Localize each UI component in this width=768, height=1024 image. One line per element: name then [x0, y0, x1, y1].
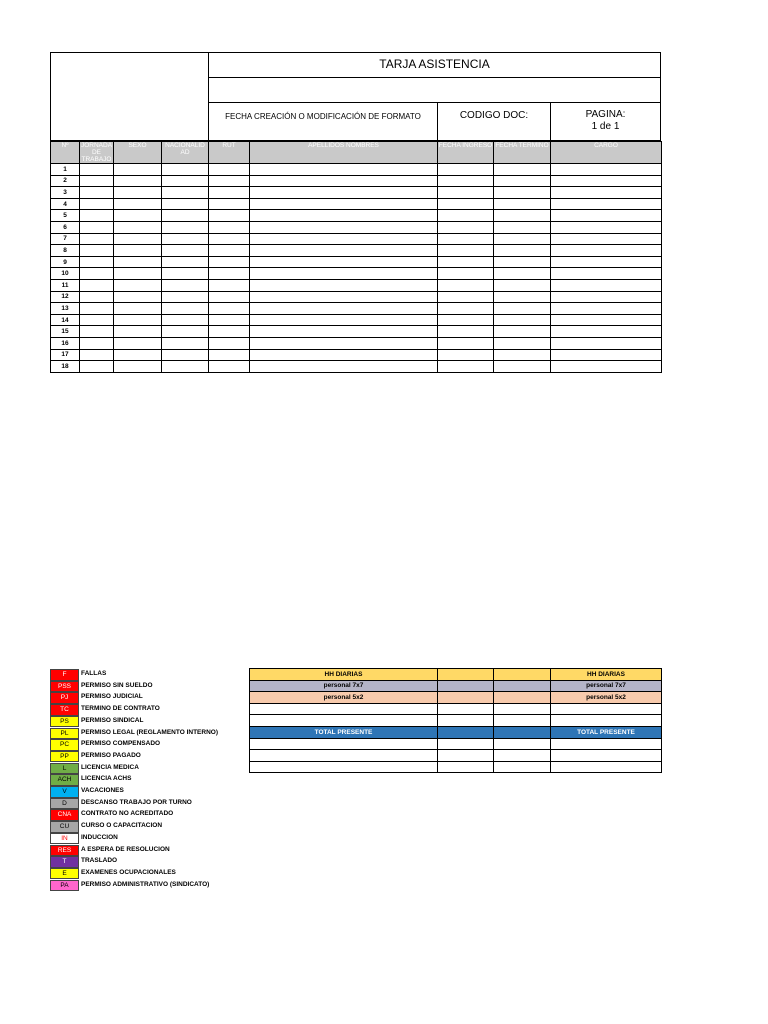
table-cell[interactable]: [114, 164, 162, 176]
table-cell[interactable]: [551, 303, 662, 315]
table-cell[interactable]: [162, 245, 209, 257]
table-cell[interactable]: [438, 164, 494, 176]
table-cell[interactable]: [494, 187, 551, 199]
table-cell[interactable]: [80, 210, 114, 222]
table-cell[interactable]: [551, 187, 662, 199]
table-cell[interactable]: [114, 198, 162, 210]
table-header-row: [51, 142, 662, 164]
legend-label: A ESPERA DE RESOLUCION: [81, 845, 170, 853]
legend-label: PERMISO SIN SUELDO: [81, 681, 153, 689]
row-number: 15: [51, 326, 80, 338]
legend-code: TC: [50, 704, 79, 716]
legend-item: [50, 798, 270, 810]
table-cell[interactable]: [209, 187, 250, 199]
table-cell[interactable]: [438, 233, 494, 245]
table-cell[interactable]: [250, 268, 438, 280]
table-cell[interactable]: [80, 314, 114, 326]
table-cell[interactable]: [80, 279, 114, 291]
row-number: 11: [51, 279, 80, 291]
legend-item: [50, 845, 270, 857]
table-row: [51, 221, 662, 233]
table-cell[interactable]: [494, 164, 551, 176]
table-cell[interactable]: [250, 164, 438, 176]
row-number: 5: [51, 210, 80, 222]
table-cell[interactable]: [551, 349, 662, 361]
table-cell[interactable]: [162, 279, 209, 291]
table-cell[interactable]: [80, 256, 114, 268]
legend-code: E: [50, 868, 79, 880]
table-cell[interactable]: [250, 314, 438, 326]
row-number: 14: [51, 314, 80, 326]
table-row: [51, 175, 662, 187]
legend-label: FALLAS: [81, 670, 107, 677]
table-cell[interactable]: [551, 279, 662, 291]
legend-code: RES: [50, 845, 79, 857]
table-cell[interactable]: [438, 256, 494, 268]
table-cell[interactable]: [250, 337, 438, 349]
table-cell[interactable]: [494, 279, 551, 291]
summary-row: [250, 726, 662, 738]
summary-row: [250, 692, 662, 704]
col-header: CARGO: [551, 142, 662, 164]
summary-row: [250, 750, 662, 762]
legend-label: CONTRATO NO ACREDITADO: [81, 810, 174, 818]
legend-label: DESCANSO TRABAJO POR TURNO: [81, 798, 192, 806]
table-cell[interactable]: [438, 210, 494, 222]
table-row: [51, 245, 662, 257]
table-row: [51, 349, 662, 361]
table-cell[interactable]: [250, 279, 438, 291]
legend-label: TERMINO DE CONTRATO: [81, 705, 160, 713]
table-cell[interactable]: [114, 361, 162, 373]
table-cell[interactable]: [114, 279, 162, 291]
table-cell[interactable]: [209, 210, 250, 222]
row-number: 8: [51, 245, 80, 257]
table-cell[interactable]: [250, 349, 438, 361]
table-cell[interactable]: [209, 233, 250, 245]
legend-item: [50, 763, 270, 775]
formato-label: FECHA CREACIÓN O MODIFICACIÓN DE FORMATO: [208, 102, 438, 141]
personal-5x2-label: personal 5x2: [551, 692, 662, 704]
legend-code: CNA: [50, 809, 79, 821]
table-row: [51, 303, 662, 315]
table-cell[interactable]: [494, 349, 551, 361]
header-blank-row: [208, 77, 661, 103]
table-cell[interactable]: [162, 268, 209, 280]
legend-label: VACACIONES: [81, 787, 124, 794]
legend-label: PERMISO SINDICAL: [81, 716, 144, 724]
table-cell[interactable]: [250, 361, 438, 373]
summary-row: [250, 669, 662, 681]
legend-code: PJ: [50, 692, 79, 704]
table-cell[interactable]: [162, 349, 209, 361]
table-cell[interactable]: [438, 337, 494, 349]
table-cell[interactable]: [438, 221, 494, 233]
table-row: [51, 233, 662, 245]
table-cell[interactable]: [494, 268, 551, 280]
table-cell[interactable]: [250, 303, 438, 315]
table-cell[interactable]: [114, 268, 162, 280]
table-cell[interactable]: [494, 337, 551, 349]
table-cell[interactable]: [250, 198, 438, 210]
table-cell[interactable]: [494, 245, 551, 257]
table-cell[interactable]: [494, 198, 551, 210]
table-cell[interactable]: [209, 326, 250, 338]
table-cell[interactable]: [551, 221, 662, 233]
table-row: [51, 198, 662, 210]
table-row: [51, 291, 662, 303]
table-cell[interactable]: [209, 361, 250, 373]
table-cell[interactable]: [162, 233, 209, 245]
legend-label: PERMISO JUDICIAL: [81, 693, 143, 701]
table-cell[interactable]: [162, 361, 209, 373]
table-row: [51, 268, 662, 280]
codigo-label: CODIGO DOC:: [437, 102, 551, 141]
table-cell[interactable]: [114, 210, 162, 222]
table-row: [51, 187, 662, 199]
table-cell[interactable]: [162, 291, 209, 303]
legend-code: D: [50, 798, 79, 810]
legend-item: [50, 716, 270, 728]
row-number: 13: [51, 303, 80, 315]
legend-item: [50, 739, 270, 751]
legend-label: PERMISO ADMINISTRATIVO (SINDICATO): [81, 880, 210, 888]
table-cell[interactable]: [114, 326, 162, 338]
row-number: 12: [51, 291, 80, 303]
legend-item: [50, 669, 270, 681]
row-number: 6: [51, 221, 80, 233]
table-cell[interactable]: [494, 256, 551, 268]
col-header: SEXO: [114, 142, 162, 164]
legend-label: CURSO O CAPACITACION: [81, 822, 163, 830]
table-cell[interactable]: [209, 314, 250, 326]
legend-code: ACH: [50, 774, 79, 786]
table-cell[interactable]: [162, 187, 209, 199]
table-cell[interactable]: [162, 314, 209, 326]
table-cell[interactable]: [114, 314, 162, 326]
table-cell[interactable]: [209, 221, 250, 233]
legend-code: F: [50, 669, 79, 681]
legend-item: [50, 681, 270, 693]
table-cell[interactable]: [114, 175, 162, 187]
legend-item: [50, 728, 270, 740]
table-cell[interactable]: [209, 268, 250, 280]
table-cell[interactable]: [80, 233, 114, 245]
table-cell[interactable]: [438, 303, 494, 315]
table-cell[interactable]: [438, 326, 494, 338]
table-cell[interactable]: [494, 326, 551, 338]
legend-label: PERMISO PAGADO: [81, 751, 141, 759]
table-cell[interactable]: [80, 268, 114, 280]
legend-item: [50, 880, 270, 892]
table-cell[interactable]: [209, 349, 250, 361]
summary-row: [250, 680, 662, 692]
table-cell[interactable]: [494, 221, 551, 233]
legend-code: PA: [50, 880, 79, 892]
table-cell[interactable]: [438, 198, 494, 210]
row-number: 4: [51, 198, 80, 210]
table-cell[interactable]: [551, 233, 662, 245]
table-cell[interactable]: [494, 314, 551, 326]
table-cell[interactable]: [114, 349, 162, 361]
row-number: 9: [51, 256, 80, 268]
pagina-value: 1 de 1: [591, 121, 620, 132]
table-cell[interactable]: [114, 337, 162, 349]
legend-label: INDUCCION: [81, 833, 118, 841]
table-cell[interactable]: [80, 221, 114, 233]
legend-label: LICENCIA ACHS: [81, 775, 132, 783]
attendance-table: [50, 141, 662, 373]
table-cell[interactable]: [250, 245, 438, 257]
table-cell[interactable]: [250, 175, 438, 187]
table-row: [51, 210, 662, 222]
total-presente-label: TOTAL PRESENTE: [250, 726, 438, 738]
table-cell[interactable]: [114, 187, 162, 199]
table-cell[interactable]: [162, 337, 209, 349]
legend-item: [50, 833, 270, 845]
table-cell[interactable]: [250, 221, 438, 233]
legend-label: PERMISO COMPENSADO: [81, 740, 161, 748]
row-number: 7: [51, 233, 80, 245]
total-presente-label: TOTAL PRESENTE: [551, 726, 662, 738]
table-cell[interactable]: [162, 326, 209, 338]
table-cell[interactable]: [438, 245, 494, 257]
table-cell[interactable]: [114, 256, 162, 268]
table-cell[interactable]: [162, 256, 209, 268]
table-cell[interactable]: [80, 291, 114, 303]
table-cell[interactable]: [551, 256, 662, 268]
legend-code: V: [50, 786, 79, 798]
table-cell[interactable]: [209, 337, 250, 349]
table-cell[interactable]: [551, 361, 662, 373]
summary-table: [249, 668, 662, 773]
pagina-cell: [550, 102, 661, 141]
table-cell[interactable]: [551, 268, 662, 280]
table-cell[interactable]: [250, 291, 438, 303]
legend-code: IN: [50, 833, 79, 845]
table-cell[interactable]: [80, 326, 114, 338]
page-title: TARJA ASISTENCIA: [208, 52, 661, 78]
col-header: JORNADA DE TRABAJO: [80, 142, 113, 163]
table-cell[interactable]: [162, 221, 209, 233]
row-number: 10: [51, 268, 80, 280]
table-cell[interactable]: [250, 256, 438, 268]
legend-item: [50, 868, 270, 880]
legend-item: [50, 786, 270, 798]
table-cell[interactable]: [551, 245, 662, 257]
table-cell[interactable]: [114, 233, 162, 245]
table-cell[interactable]: [80, 349, 114, 361]
personal-7x7-label: personal 7x7: [250, 680, 438, 692]
col-header: Nº: [51, 142, 80, 164]
legend-item: [50, 692, 270, 704]
col-header: FECHA INGRESO: [438, 142, 494, 164]
table-row: [51, 314, 662, 326]
table-cell[interactable]: [551, 291, 662, 303]
table-cell[interactable]: [438, 314, 494, 326]
table-cell[interactable]: [551, 326, 662, 338]
table-cell[interactable]: [80, 164, 114, 176]
table-cell[interactable]: [551, 175, 662, 187]
legend-item: [50, 704, 270, 716]
table-cell[interactable]: [438, 268, 494, 280]
legend-code: PL: [50, 728, 79, 740]
hh-diarias-label: HH DIARIAS: [551, 669, 662, 681]
table-cell[interactable]: [162, 164, 209, 176]
table-cell[interactable]: [80, 361, 114, 373]
table-cell[interactable]: [438, 361, 494, 373]
col-header: FECHA TERMINO: [494, 142, 551, 164]
legend-code: PS: [50, 716, 79, 728]
table-row: [51, 326, 662, 338]
table-cell[interactable]: [209, 279, 250, 291]
table-cell[interactable]: [250, 326, 438, 338]
table-cell[interactable]: [209, 164, 250, 176]
table-cell[interactable]: [494, 175, 551, 187]
row-number: 1: [51, 164, 80, 176]
table-cell[interactable]: [209, 256, 250, 268]
table-cell[interactable]: [209, 198, 250, 210]
legend-item: [50, 774, 270, 786]
table-row: [51, 256, 662, 268]
row-number: 17: [51, 349, 80, 361]
table-cell[interactable]: [250, 187, 438, 199]
table-cell[interactable]: [438, 279, 494, 291]
col-header: APELLIDOS NOMBRES: [250, 142, 438, 164]
table-cell[interactable]: [162, 303, 209, 315]
table-cell[interactable]: [551, 164, 662, 176]
row-number: 18: [51, 361, 80, 373]
pagina-label: PAGINA:: [585, 109, 626, 120]
table-cell[interactable]: [494, 361, 551, 373]
table-cell[interactable]: [209, 291, 250, 303]
table-cell[interactable]: [551, 314, 662, 326]
legend-code: L: [50, 763, 79, 775]
legend-label: PERMISO LEGAL (REGLAMENTO INTERNO): [81, 728, 218, 736]
col-header: RUT: [209, 142, 250, 164]
table-cell[interactable]: [209, 303, 250, 315]
row-number: 3: [51, 187, 80, 199]
table-cell[interactable]: [80, 337, 114, 349]
table-cell[interactable]: [162, 175, 209, 187]
table-cell[interactable]: [438, 349, 494, 361]
table-cell[interactable]: [494, 210, 551, 222]
row-number: 16: [51, 337, 80, 349]
table-cell[interactable]: [438, 175, 494, 187]
table-cell[interactable]: [250, 233, 438, 245]
legend-item: [50, 821, 270, 833]
table-cell[interactable]: [80, 175, 114, 187]
table-cell[interactable]: [551, 210, 662, 222]
table-cell[interactable]: [209, 175, 250, 187]
legend-code: PC: [50, 739, 79, 751]
table-cell[interactable]: [494, 291, 551, 303]
personal-5x2-label: personal 5x2: [250, 692, 438, 704]
col-header: NACIONALID AD: [162, 142, 209, 164]
table-row: [51, 279, 662, 291]
header-logo-cell: [50, 52, 209, 141]
table-cell[interactable]: [80, 187, 114, 199]
table-cell[interactable]: [114, 221, 162, 233]
legend-label: LICENCIA MEDICA: [81, 763, 139, 771]
table-cell[interactable]: [114, 291, 162, 303]
summary-row: [250, 715, 662, 727]
table-cell[interactable]: [438, 291, 494, 303]
table-row: [51, 337, 662, 349]
table-cell[interactable]: [114, 303, 162, 315]
table-cell[interactable]: [494, 233, 551, 245]
legend-item: [50, 751, 270, 763]
table-row: [51, 361, 662, 373]
personal-7x7-label: personal 7x7: [551, 680, 662, 692]
table-cell[interactable]: [250, 210, 438, 222]
table-cell[interactable]: [80, 303, 114, 315]
table-cell[interactable]: [494, 303, 551, 315]
table-cell[interactable]: [162, 198, 209, 210]
table-cell[interactable]: [162, 210, 209, 222]
row-number: 2: [51, 175, 80, 187]
legend-code: PSS: [50, 681, 79, 693]
table-cell[interactable]: [551, 337, 662, 349]
summary-row: [250, 703, 662, 715]
table-cell[interactable]: [80, 245, 114, 257]
legend-label: EXAMENES OCUPACIONALES: [81, 868, 176, 876]
legend-code: T: [50, 856, 79, 868]
table-row: [51, 164, 662, 176]
table-cell[interactable]: [438, 187, 494, 199]
legend-label: TRASLADO: [81, 857, 118, 865]
table-cell[interactable]: [80, 198, 114, 210]
table-cell[interactable]: [551, 198, 662, 210]
legend-item: [50, 856, 270, 868]
table-cell[interactable]: [114, 245, 162, 257]
table-cell[interactable]: [209, 245, 250, 257]
legend-item: [50, 809, 270, 821]
legend-code: CU: [50, 821, 79, 833]
summary-row: [250, 761, 662, 773]
summary-row: [250, 738, 662, 750]
hh-diarias-label: HH DIARIAS: [250, 669, 438, 681]
legend-code: PP: [50, 751, 79, 763]
